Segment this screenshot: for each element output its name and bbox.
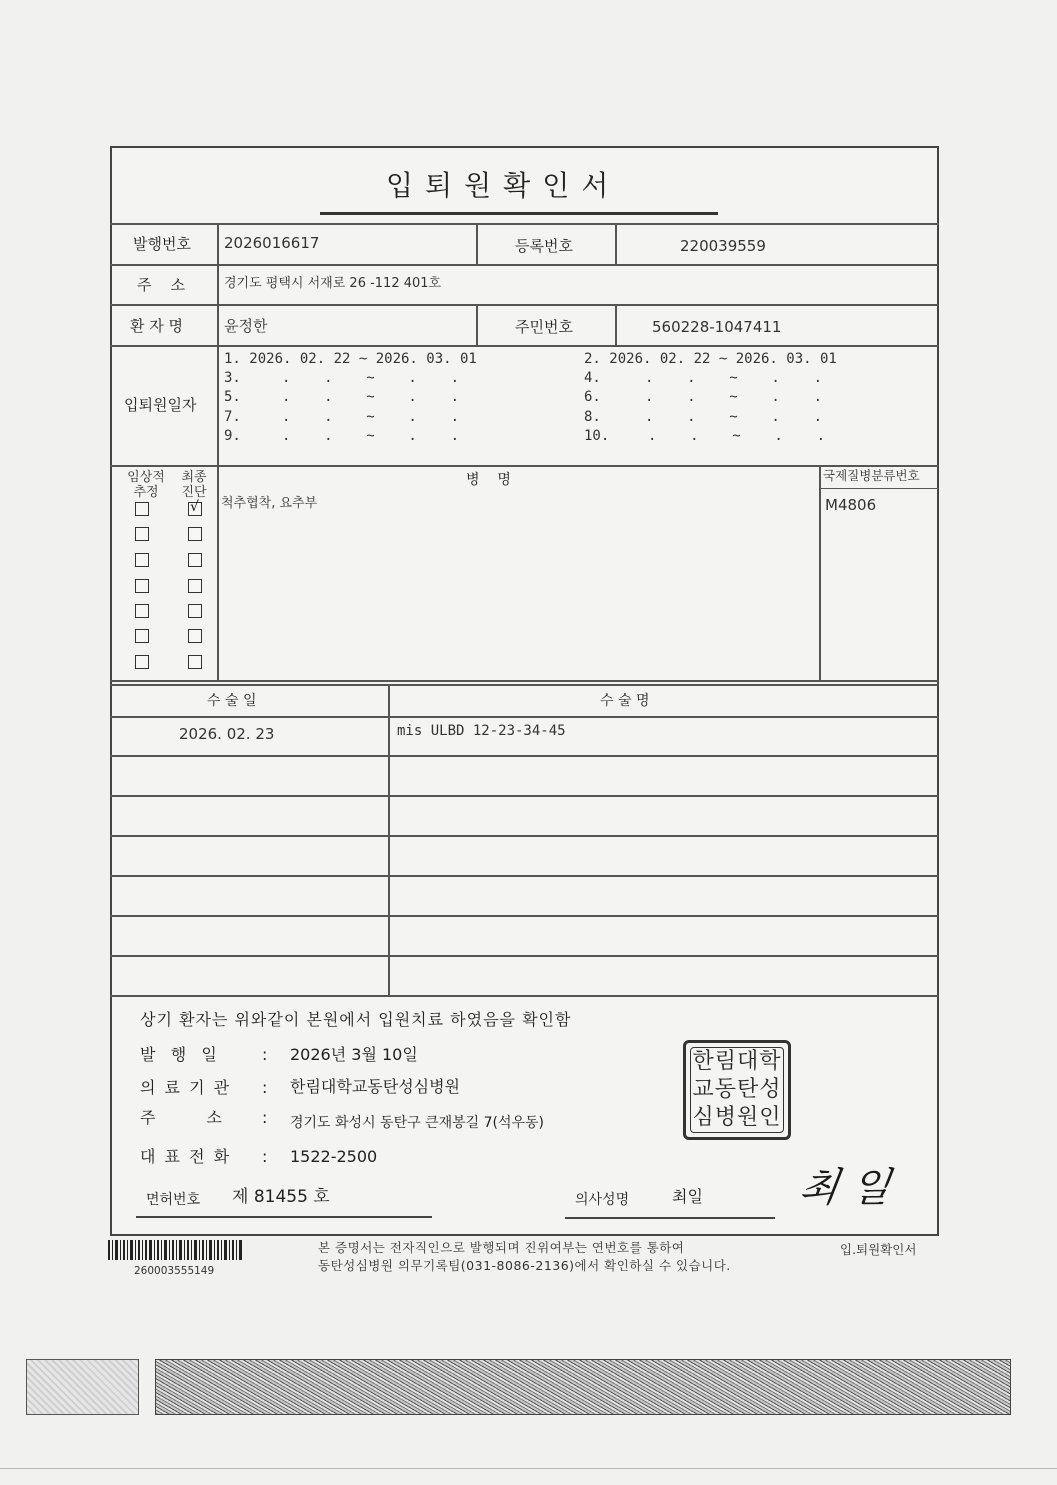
period-3-blank: . . ~ . . [282,370,460,386]
period-2: 2. 2026. 02. 22 ~ 2026. 03. 01 [584,351,837,367]
address-value: 경기도 평택시 서재로 26 -112 401호 [224,276,442,291]
phone-label: 대 표 전 화 [140,1147,232,1166]
divider [110,835,939,837]
final-checkbox[interactable] [188,655,202,669]
divider [110,995,939,997]
divider [615,304,617,345]
doctor-signature: 최 일 [796,1165,894,1211]
final-checkbox[interactable] [188,629,202,643]
surgery-name-value: mis ULBD 12-23-34-45 [397,723,566,739]
period-5-blank: . . ~ . . [282,389,460,405]
divider [476,223,478,264]
license-underline [136,1216,432,1218]
clinical-checkbox[interactable] [135,629,149,643]
period-1: 1. 2026. 02. 22 ~ 2026. 03. 01 [224,351,477,367]
colon: : [262,1078,268,1097]
colon: : [262,1108,268,1127]
certificate-form [110,146,939,1236]
colon: : [262,1147,268,1166]
issue-no-label: 발행번호 [133,235,191,253]
divider [110,223,939,225]
clinical-checkbox[interactable] [135,527,149,541]
period-3: 3. [224,370,241,386]
clinical-checkbox[interactable] [135,553,149,567]
final-checkbox[interactable] [188,527,202,541]
seal-text: 한림대학 교동탄성 심병원인 [692,1049,782,1130]
clinical-estimate-label: 임상적 추정 [127,470,165,500]
license-label: 면허번호 [146,1192,201,1208]
period-10: 10. [584,428,610,444]
divider [110,795,939,797]
period-7-blank: . . ~ . . [282,409,460,425]
clinical-checkbox[interactable] [135,655,149,669]
inst-address-value: 경기도 화성시 동탄구 큰재봉길 7(석우동) [290,1115,545,1131]
divider [217,223,219,680]
divider [110,304,939,306]
divider [110,955,939,957]
period-6: 6. [584,389,601,405]
divider [476,304,478,345]
security-noise-strip [155,1359,1011,1415]
period-9-blank: . . ~ . . [282,428,460,444]
divider [110,716,939,718]
page-edge [0,1468,1057,1469]
hospital-seal [683,1040,791,1140]
divider [110,684,939,686]
divider [110,875,939,877]
divider [110,345,939,347]
final-diagnosis-label: 최종 진단 [181,470,207,500]
barcode-number: 260003555149 [134,1265,215,1277]
surgery-name-label: 수 술 명 [600,693,650,709]
period-label: 입퇴원일자 [124,396,197,414]
issue-date-label: 발 행 일 [140,1045,217,1064]
document-title: 입퇴원확인서 [386,169,621,202]
divider [110,755,939,757]
check-mark-icon: √ [190,499,199,515]
final-checkbox[interactable] [188,579,202,593]
form-name: 입.퇴원확인서 [840,1242,917,1257]
divider [110,465,939,467]
patient-label: 환 자 명 [130,317,184,335]
clinical-checkbox[interactable] [135,579,149,593]
period-4-blank: . . ~ . . [645,370,823,386]
disease-name-label: 병 명 [466,472,511,488]
doctor-label: 의사성명 [575,1192,630,1208]
notice-line-2: 동탄성심병원 의무기록팀(031-8086-2136)에서 확인하실 수 있습니다. [318,1258,731,1273]
rrn-value: 560228-1047411 [652,318,782,336]
confirmation-statement: 상기 환자는 위와같이 본원에서 입원치료 하였음을 확인함 [140,1010,572,1029]
divider [819,465,821,680]
period-4: 4. [584,370,601,386]
security-pattern-box [26,1359,139,1415]
issue-date-value: 2026년 3월 10일 [290,1045,418,1064]
barcode [108,1240,242,1260]
phone-value: 1522-2500 [290,1147,378,1166]
icd-code-value: M4806 [825,496,877,514]
period-8: 8. [584,409,601,425]
reg-no-value: 220039559 [680,237,766,255]
divider [110,915,939,917]
rrn-label: 주민번호 [515,318,573,336]
period-6-blank: . . ~ . . [645,389,823,405]
diagnosis-value: 척추협착, 요추부 [221,496,318,511]
institution-label: 의 료 기 관 [140,1078,232,1097]
institution-value: 한림대학교동탄성심병원 [290,1077,461,1096]
license-value: 제 81455 호 [232,1187,330,1207]
clinical-checkbox[interactable] [135,502,149,516]
colon: : [262,1045,268,1064]
divider [819,488,939,489]
doctor-name: 최일 [672,1187,703,1206]
final-checkbox[interactable] [188,553,202,567]
divider [110,264,939,266]
surgery-date-value: 2026. 02. 23 [179,725,275,743]
period-10-blank: . . ~ . . [648,428,826,444]
period-9: 9. [224,428,241,444]
period-8-blank: . . ~ . . [645,409,823,425]
period-5: 5. [224,389,241,405]
clinical-checkbox[interactable] [135,604,149,618]
issue-no-value: 2026016617 [224,234,320,252]
patient-name: 윤정한 [224,317,268,335]
doctor-underline [565,1217,775,1219]
surgery-date-label: 수 술 일 [207,693,257,709]
notice-line-1: 본 증명서는 전자직인으로 발행되며 진위여부는 연번호를 통하여 [318,1240,685,1255]
divider [388,684,390,995]
period-7: 7. [224,409,241,425]
divider [615,223,617,264]
address-label: 주 소 [137,276,186,294]
inst-address-label: 주 소 [140,1108,222,1127]
final-checkbox[interactable] [188,604,202,618]
title-underline [320,212,718,215]
icd-label: 국제질병분류번호 [823,468,920,483]
reg-no-label: 등록번호 [515,237,573,255]
divider [110,680,939,682]
